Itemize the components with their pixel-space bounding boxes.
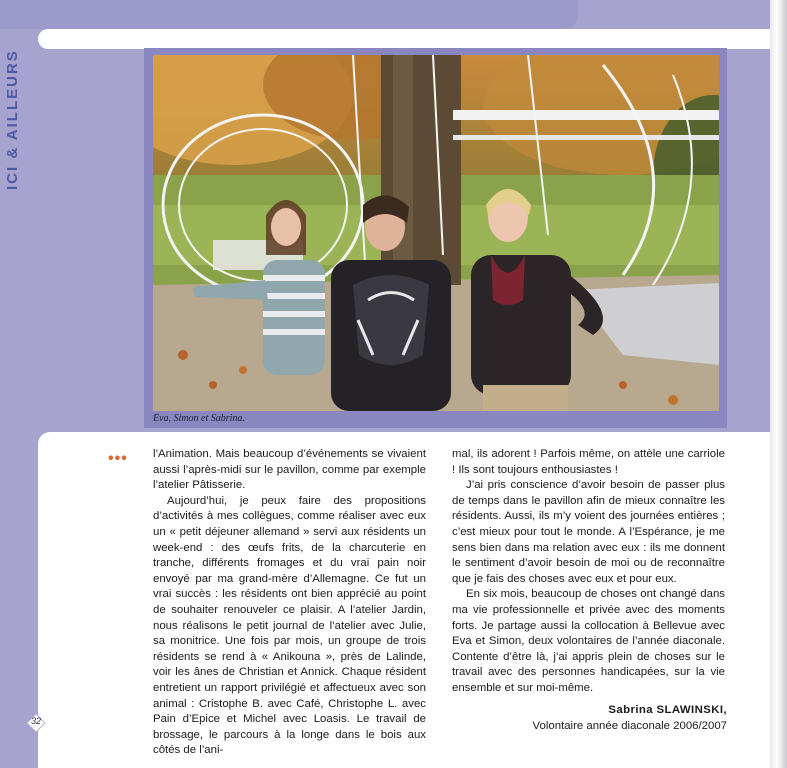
article-column-2 — [452, 447, 725, 697]
paragraph: J’ai pris conscience d’avoir besoin de passer plus de temps dans le pavillon afin de mieux connaître les résidents. Aussi, ils m’y voient des journées entières ; c’est mieux pour tout le monde. A l’Espérance, je me sens bien dans ma relation avec eux : ils me donnent le sentiment d’avoir besoin de moi ou de reconnaître que je fais des choses avec eux et pour eux. — [452, 479, 725, 585]
ornament-dots-icon: ••• — [108, 450, 128, 467]
page-number-badge — [26, 713, 46, 733]
group-photo-icon — [153, 55, 719, 411]
paragraph: mal, ils adorent ! Parfois même, on attèle une carriole ! Ils sont toujours enthousiastes ! — [452, 448, 725, 476]
paragraph: Aujourd’hui, je peux faire des propositions d’activités à mes collègues, comme réaliser avec eux un « petit déjeuner allemand » servi aux résidents un week-end : des œufs frits, de la charcuterie en tranche, différents fromages et du vrai pain noir envoyé par ma grand-mère d’Allemagne. Ce fut un vrai succès : les résidents ont bien apprécié au point de souhaiter renouveler ce plaisir. A l’atelier Jardin, nous réalisons le petit journal de l’atelier avec Julie, sa monitrice. Une fois par mois, un groupe de trois résidents se rend à « Anikouna », près de Lalinde, voir les ânes de Christian et Annick. Chaque résident entretient un rapport privilégié et affectueux avec son animal : Cristophe B. avec Café, Christophe L. avec Pain d’Epice et Michel avec Loasis. Le travail de brossage, le parcours à la longe dans le bois aux côtés de l’ani- — [153, 494, 426, 757]
page-spine — [770, 0, 787, 768]
article-column-1 — [153, 447, 426, 759]
header-tab — [0, 0, 578, 29]
signature-block — [452, 703, 727, 734]
section-label: ICI & AILLEURS — [4, 49, 21, 190]
paragraph: En six mois, beaucoup de choses ont changé dans ma vie professionnelle et privée avec des moments forts. Je partage aussi la collocation à Bellevue avec Eva et Simon, deux volontaires de l’année diaconale. Contente d’être là, j’ai appris plein de choses sur le travail avec des personnes handicapées, sur la vie ensemble et sur moi-même. — [452, 588, 725, 694]
author-name: Sabrina SLAWINSKI, — [608, 704, 727, 716]
photo-caption: Eva, Simon et Sabrina. — [153, 413, 245, 424]
author-role: Volontaire année diaconale 2006/2007 — [532, 719, 727, 732]
header-bar — [38, 29, 770, 49]
page-number: 32 — [30, 716, 41, 726]
paragraph: l’Animation. Mais beaucoup d’événements se vivaient aussi l’après-midi sur le pavillon, comme par exemple l’atelier Pâtisserie. — [153, 448, 426, 492]
